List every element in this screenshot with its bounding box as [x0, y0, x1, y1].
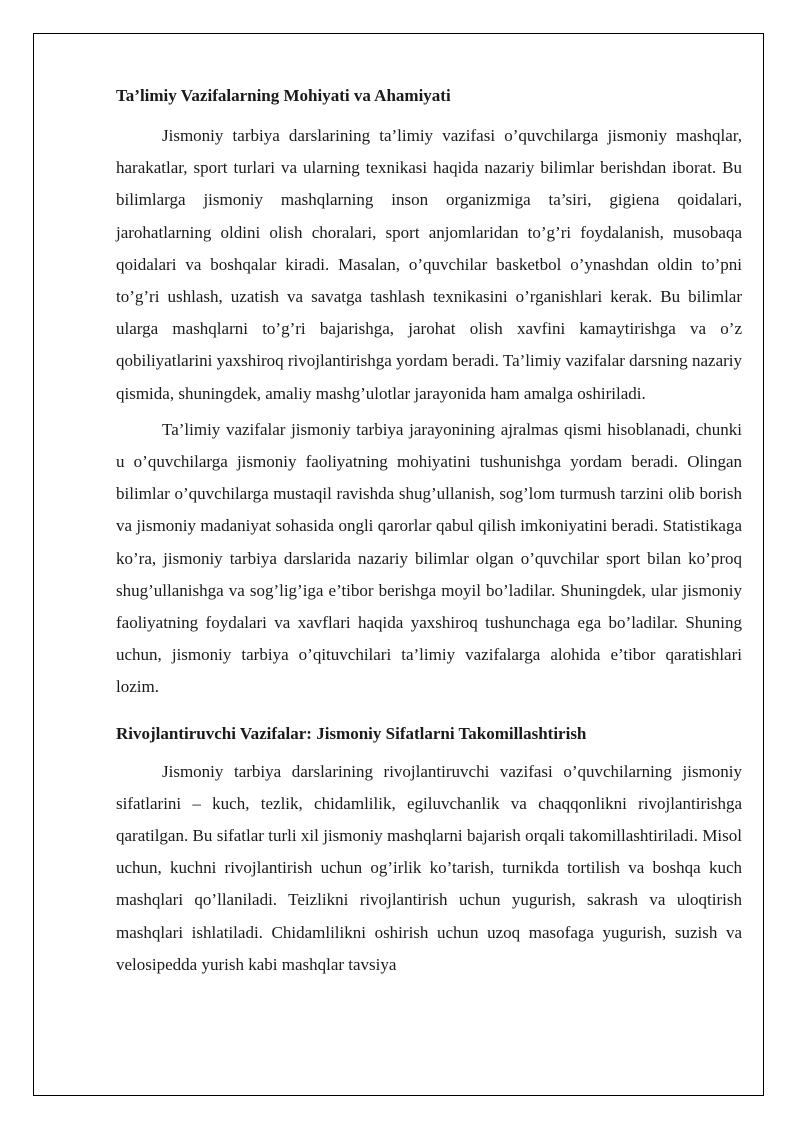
section-heading: Rivojlantiruvchi Vazifalar: Jismoniy Sifatlarni Takomillashtirish — [116, 723, 587, 743]
paragraph: Jismoniy tarbiya darslarining rivojlantiruvchi vazifasi o’quvchilarning jismoniy sifatlarini – kuch, tezlik, chidamlilik, egiluvchanlik va chaqqonlikni rivojlantirishga qaratilgan. Bu sifatlar turli xil jismoniy mashqlarni bajarish orqali takomillashtiriladi. Misol uchun, kuchni rivojlantirish uchun og’irlik ko’tarish, turnikda tortilish va boshqa kuch mashqlari qo’llaniladi. Teizlikni rivojlantirish uchun yugurish, sakrash va uloqtirish mashqlari ishlatiladi. Chidamlilikni oshirish uchun uzoq masofaga yugurish, suzish va velosipedda yurish kabi mashqlar tavsiya — [116, 761, 742, 974]
paragraph: Jismoniy tarbiya darslarining ta’limiy vazifasi o’quvchilarga jismoniy mashqlar, harakatlar, sport turlari va ularning texnikasi haqida nazariy bilimlar berishdan iborat. Bu bilimlarga jismoniy mashqlarning inson organizmiga ta’siri, gigiena qoidalari, jarohatlarning oldini olish choralari, sport anjomlaridan to’g’ri foydalanish, musobaqa qoidalari va boshqalar kiradi. Masalan, o’quvchilar basketbol o’ynashdan oldin to’pni to’g’ri ushlash, uzatish va savatga tashlash texnikasini o’rganishlari kerak. Bu bilimlar ularga mashqlarni to’g’ri bajarishga, jarohat olish xavfini kamaytirishga va o’z qobiliyatlarini yaxshiroq rivojlantirishga yordam beradi. Ta’limiy vazifalar darsning nazariy qismida, shuningdek, amaliy mashg’ulotlar jarayonida ham amalga oshiriladi. — [116, 126, 742, 403]
section-heading: Ta’limiy Vazifalarning Mohiyati va Ahamiyati — [116, 86, 451, 105]
paragraph: Ta’limiy vazifalar jismoniy tarbiya jarayonining ajralmas qismi hisoblanadi, chunki u o’quvchilarga jismoniy faoliyatning mohiyatini tushunishga yordam beradi. Olingan bilimlar o’quvchilarga mustaqil ravishda shug’ullanish, sog’lom turmush tarzini olib borish va jismoniy madaniyat sohasida ongli qarorlar qabul qilish imkoniyatini beradi. Statistikaga ko’ra, jismoniy tarbiya darslarida nazariy bilimlar olgan o’quvchilar sport bilan ko’proq shug’ullanishga va sog’lig’iga e’tibor berishga moyil bo’ladilar. Shuningdek, ular jismoniy faoliyatning foydalari va xavflari haqida yaxshiroq tushunchaga ega bo’ladilar. Shuning uchun, jismoniy tarbiya o’qituvchilari ta’limiy vazifalarga alohida e’tibor qaratishlari lozim. — [116, 419, 742, 697]
document-body — [116, 84, 742, 985]
